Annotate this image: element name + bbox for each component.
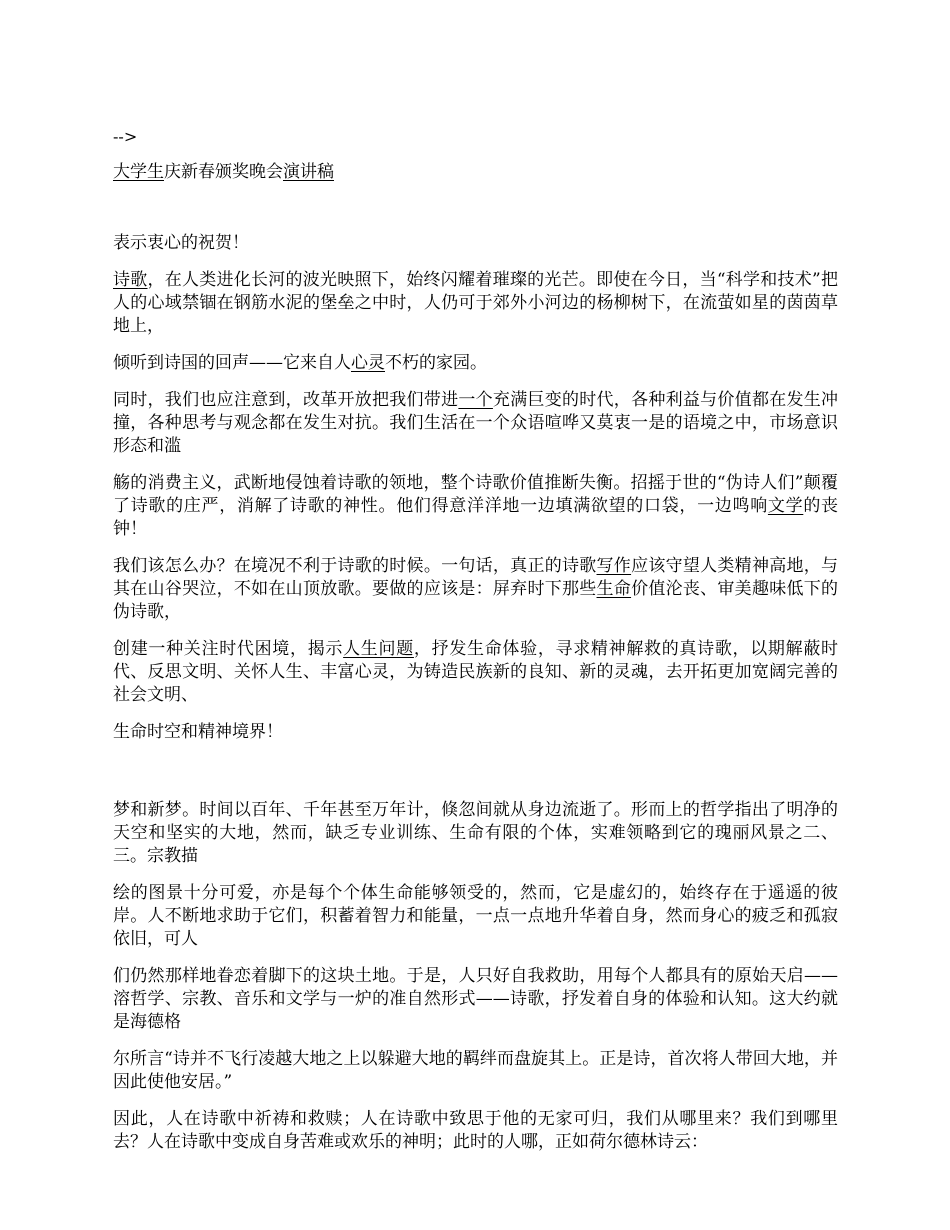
paragraph [113, 965, 838, 1034]
inline-link[interactable]: 一个 [458, 390, 493, 410]
paragraph [113, 555, 838, 624]
paragraph-text: 生命时空和精神境界！ [113, 722, 283, 742]
paragraph-text: 同时，我们也应注意到，改革开放把我们带进 [113, 390, 459, 410]
paragraph [113, 882, 838, 951]
paragraph [113, 269, 838, 338]
inline-link[interactable]: 写作 [596, 556, 632, 576]
paragraph-text: 价值沦丧、审美趣味低下的伪诗歌， [113, 579, 839, 622]
paragraph [113, 352, 838, 375]
paragraph-text: 尔所言“诗并不飞行凌越大地之上以躲避大地的羁绊而盘旋其上。正是诗，首次将人带回大地，并因此使他安居。” [113, 1049, 838, 1092]
paragraph-text: 因此，人在诗歌中祈祷和救赎；人在诗歌中致思于他的无家可归，我们从哪里来？我们到哪里去？人在诗歌中变成自身苦难或欢乐的神明；此时的人哪，正如荷尔德林诗云： [113, 1109, 838, 1152]
paragraph [113, 1048, 838, 1094]
stray-comment-text: --> [113, 127, 138, 146]
paragraph-text: 充满巨变的时代，各种利益与价值都在发生冲撞，各种思考与观念都在发生对抗。我们生活在一个众语喧哗又莫衷一是的语境之中，市场意识形态和滥 [113, 390, 839, 456]
paragraph-text: 创建一种关注时代困境，揭示 [113, 639, 344, 659]
paragraph-text: ，抒发生命体验，寻求精神解救的真诗歌，以期解蔽时代、反思文明、关怀人生、丰富心灵，为铸造民族新的良知、新的灵魂，去开拓更加宽阔完善的社会文明、 [113, 639, 839, 705]
title-link-university-students[interactable]: 大学生 [113, 162, 164, 182]
paragraph-text: 我们该怎么办？在境况不利于诗歌的时候。一句话，真正的诗歌 [113, 556, 597, 576]
paragraph-text: ，在人类进化长河的波光映照下，始终闪耀着璀璨的光芒。即使在今日，当“科学和技术”把人的心域禁锢在钢筋水泥的堡垒之中时，人仍可于郊外小河边的杨柳树下，在流萤如星的茵茵草地上， [113, 270, 838, 336]
inline-link[interactable]: 诗歌 [113, 270, 148, 290]
inline-link[interactable]: 心灵 [351, 353, 385, 373]
paragraph [113, 799, 838, 868]
paragraph [113, 638, 838, 707]
article-body [113, 232, 838, 1168]
paragraph [113, 232, 838, 255]
inline-link[interactable]: 人生问题 [343, 639, 414, 659]
paragraph [113, 472, 838, 541]
paragraph [113, 721, 838, 744]
paragraph-text: 梦和新梦。时间以百年、千年甚至万年计，倏忽间就从身边流逝了。形而上的哲学指出了明净的天空和坚实的大地，然而，缺乏专业训练、生命有限的个体，实难领略到它的瑰丽风景之二、三。宗教描 [113, 800, 838, 866]
title-link-speech[interactable]: 演讲稿 [283, 162, 334, 182]
page-title [113, 161, 334, 183]
paragraph-text: 的丧钟！ [113, 496, 839, 539]
section-gap [113, 758, 838, 799]
paragraph [113, 1108, 838, 1154]
paragraph-text: 表示衷心的祝贺！ [113, 233, 249, 253]
paragraph-text: 应该守望人类精神高地，与其在山谷哭泣，不如在山顶放歌。要做的应该是：屏弃时下那些 [113, 556, 839, 599]
inline-link[interactable]: 生命 [596, 579, 632, 599]
paragraph-text: 不朽的家园。 [385, 353, 487, 373]
title-text-middle: 庆新春颁奖晚会 [164, 162, 283, 182]
paragraph-text: 倾听到诗国的回声——它来自人 [113, 353, 351, 373]
paragraph [113, 389, 838, 458]
inline-link[interactable]: 文学 [767, 496, 804, 516]
paragraph-text: 绘的图景十分可爱，亦是每个个体生命能够领受的，然而，它是虚幻的，始终存在于遥遥的彼岸。人不断地求助于它们，积蓄着智力和能量，一点一点地升华着自身，然而身心的疲乏和孤寂依旧，可人 [113, 883, 838, 949]
paragraph-text: 们仍然那样地眷恋着脚下的这块土地。于是，人只好自我救助，用每个人都具有的原始天启——溶哲学、宗教、音乐和文学与一炉的准自然形式——诗歌，抒发着自身的体验和认知。这大约就是海德格 [113, 966, 838, 1032]
paragraph-text: 觞的消费主义，武断地侵蚀着诗歌的领地，整个诗歌价值推断失衡。招摇于世的“伪诗人们”颠覆了诗歌的庄严，消解了诗歌的神性。他们得意洋洋地一边填满欲望的口袋，一边鸣响 [113, 473, 838, 516]
